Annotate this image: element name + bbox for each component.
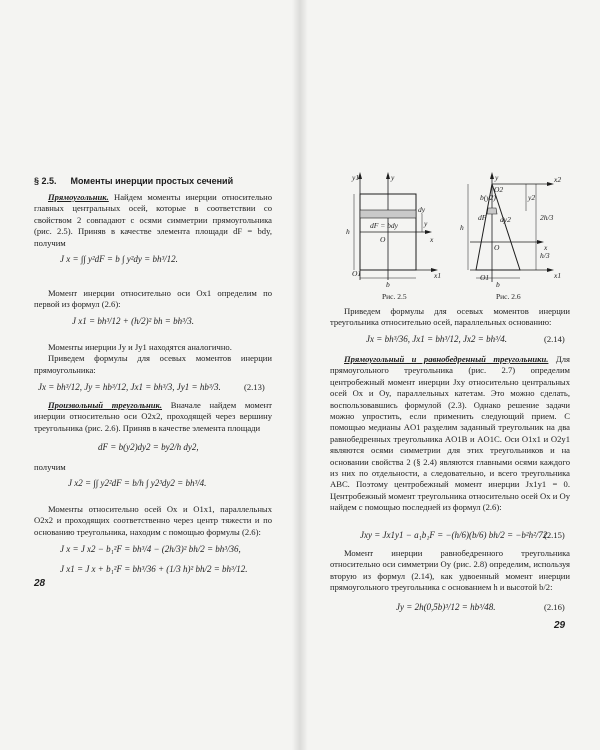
formula-2-15: Jxy = Jx1y1 − a₁b₁F = −(h/6)(b/6) bh/2 = −b²h²/72. bbox=[360, 530, 550, 540]
fig25-label-o1: O1 bbox=[352, 269, 362, 278]
paragraph-right-triangle bbox=[330, 354, 570, 514]
fig26-label-y: y bbox=[495, 173, 499, 182]
triangle-paragraph: Вначале найдем момент инерции относительно оси O2x2, проходящей через вершину треугольника (рис. 2.6). Приняв в качестве элемента площади bbox=[34, 400, 272, 433]
formula-2-16: Jy = 2h(0,5b)³/12 = hb³/48. bbox=[396, 602, 496, 612]
fig26-label-dy2: dy2 bbox=[500, 215, 511, 224]
triangle-run-in: Произвольный треугольник. bbox=[48, 400, 163, 410]
fig26-label-o1: O1 bbox=[480, 273, 490, 282]
figure-2-6 bbox=[460, 170, 570, 290]
fig26-label-x2: x2 bbox=[554, 175, 562, 184]
word-poluchim: получим bbox=[34, 462, 66, 472]
formula-df: dF = b(y2)dy2 = by2/h dy2, bbox=[98, 442, 199, 452]
figure-2-6-caption: Рис. 2.6 bbox=[496, 292, 521, 301]
fig25-label-y1: y1 bbox=[352, 173, 360, 182]
isosceles-paragraph: Момент инерции равнобедренного треугольника относительно оси симметрии Oy (рис. 2.8) определим, используя вторую из формул (2.14), как удвоенный момент инерции прямоугольного треугольника с основанием h и высотой b/2: bbox=[330, 548, 570, 593]
fig26-label-x: x bbox=[544, 243, 548, 252]
right-page bbox=[300, 0, 600, 750]
section-heading bbox=[34, 176, 272, 187]
formula-jx-triangle: J x = J x2 − b₁²F = bh³/4 − (2h/3)² bh/2 = bh³/36, bbox=[60, 544, 241, 554]
formula-jx1: J x1 = bh³/12 + (h/2)² bh = bh³/3. bbox=[72, 316, 195, 326]
fig26-label-o2: O2 bbox=[494, 185, 504, 194]
fig26-label-h3: h/3 bbox=[540, 251, 550, 260]
right-triangle-paragraph: Для прямоугольного треугольника (рис. 2.7) определим центробежный момент инерции Jxy относительно центральных осей Ox и Oy, параллельных катетам. Это можно сделать, воспользовавшись формулой (2.3). Однако решение задачи можно упростить, если применить следующий прием. С помощью медианы AO1 разделим заданный треугольник на два равнобедренных треугольника AO1B и AO1C. Оси O1x1 и O2y1 являются осями симметрии для этих треугольников и на основании свойства 2 (§ 2.4) являются главными осями каждого из них по отдельности, а следовательно, и всего треугольника ABC. Поэтому центробежный момент инерции Jx1y1 = 0. Центробежный момент треугольника относительно осей Ox и Oy найдем с помощью последней из формул (2.6): bbox=[330, 354, 570, 513]
fig25-label-x1: x1 bbox=[434, 271, 442, 280]
formula-2-14: Jx = bh³/36, Jx1 = bh³/12, Jx2 = bh³/4. bbox=[366, 334, 508, 344]
fig26-label-y2: y2 bbox=[528, 193, 536, 202]
formula-jx2: J x2 = ∫∫ y2²dF = b/h ∫ y2³dy2 = bh³/4. bbox=[68, 478, 207, 488]
formula-jx1-triangle: J x1 = J x + b₁²F = bh³/36 + (1/3 h)² bh/2 = bh³/12. bbox=[60, 564, 248, 574]
fig25-label-y: y bbox=[391, 173, 395, 182]
equation-number-2-15: (2.15) bbox=[544, 530, 565, 540]
right-triangle-run-in: Прямоугольный и равнобедренный треугольники. bbox=[344, 354, 549, 364]
equation-number-2-14: (2.14) bbox=[544, 334, 565, 344]
paragraph-ox1 bbox=[34, 288, 272, 311]
section-title: Моменты инерции простых сечений bbox=[70, 176, 234, 186]
fig26-label-by2: b(y2) bbox=[480, 193, 496, 202]
formula-jx: J x = ∫∫ y²dF = b ∫ y²dy = bh³/12. bbox=[60, 254, 178, 264]
equation-number-2-13: (2.13) bbox=[244, 382, 265, 392]
fig25-label-y-small: y bbox=[424, 219, 428, 228]
figure-2-5 bbox=[346, 170, 450, 290]
rectangle-run-in: Прямоугольник. bbox=[48, 192, 109, 202]
rectangle-paragraph: Найдем моменты инерции относительно главных центральных осей, которые в соответствии со свойством 2 совпадают с осями симметрии прямоугольника (рис. 2.5). Приняв в качестве элемента площади dF = bdy, получим bbox=[34, 192, 272, 248]
collect-paragraph: Приведем формулы для осевых моментов инерции прямоугольника: bbox=[34, 353, 272, 375]
similar-paragraph: Моменты инерции Jy и Jy1 находятся аналогично. bbox=[48, 342, 232, 352]
ox1-paragraph: Момент инерции относительно оси Ox1 определим по первой из формул (2.6): bbox=[34, 288, 272, 310]
page-number-right: 29 bbox=[554, 620, 566, 631]
paragraph-triangle bbox=[34, 400, 272, 434]
fig26-label-o: O bbox=[494, 243, 500, 252]
fig25-label-df: dF = bdy bbox=[370, 221, 398, 230]
triangle-axes-paragraph: Приведем формулы для осевых моментов инерции треугольника относительно осей, параллельных основанию: bbox=[330, 306, 570, 328]
fig26-label-x1: x1 bbox=[554, 271, 562, 280]
paragraph-similar bbox=[34, 342, 272, 376]
figure-2-5-caption: Рис. 2.5 bbox=[382, 292, 407, 301]
fig26-label-b: b bbox=[496, 280, 500, 289]
fig25-label-b: b bbox=[386, 280, 390, 289]
equation-number-2-16: (2.16) bbox=[544, 602, 565, 612]
section-number: § 2.5. bbox=[34, 176, 57, 186]
paragraph-moments bbox=[34, 504, 272, 538]
fig26-label-h: h bbox=[460, 223, 464, 232]
fig26-label-2h3: 2h/3 bbox=[540, 213, 554, 222]
rectangle-diagram bbox=[346, 170, 450, 290]
paragraph-isosceles bbox=[330, 548, 570, 594]
paragraph-triangle-axes bbox=[330, 306, 570, 329]
paragraph-rectangle bbox=[34, 192, 272, 249]
formula-2-13: Jx = bh³/12, Jy = hb³/12, Jx1 = bh³/3, Jy1 = hb³/3. bbox=[38, 382, 221, 392]
moments-paragraph: Моменты относительно осей Ox и O1x1, параллельных O2x2 и проходящих соответственно через центр тяжести и по основанию треугольника, находим с помощью формулы (2.6): bbox=[34, 504, 272, 537]
fig25-label-o: O bbox=[380, 235, 386, 244]
triangle-diagram bbox=[460, 170, 570, 290]
fig26-label-df: dF bbox=[478, 213, 487, 222]
fig25-label-h: h bbox=[346, 227, 350, 236]
fig25-label-dy: dy bbox=[418, 205, 426, 214]
fig25-label-x: x bbox=[430, 235, 434, 244]
page-number-left: 28 bbox=[34, 578, 46, 589]
